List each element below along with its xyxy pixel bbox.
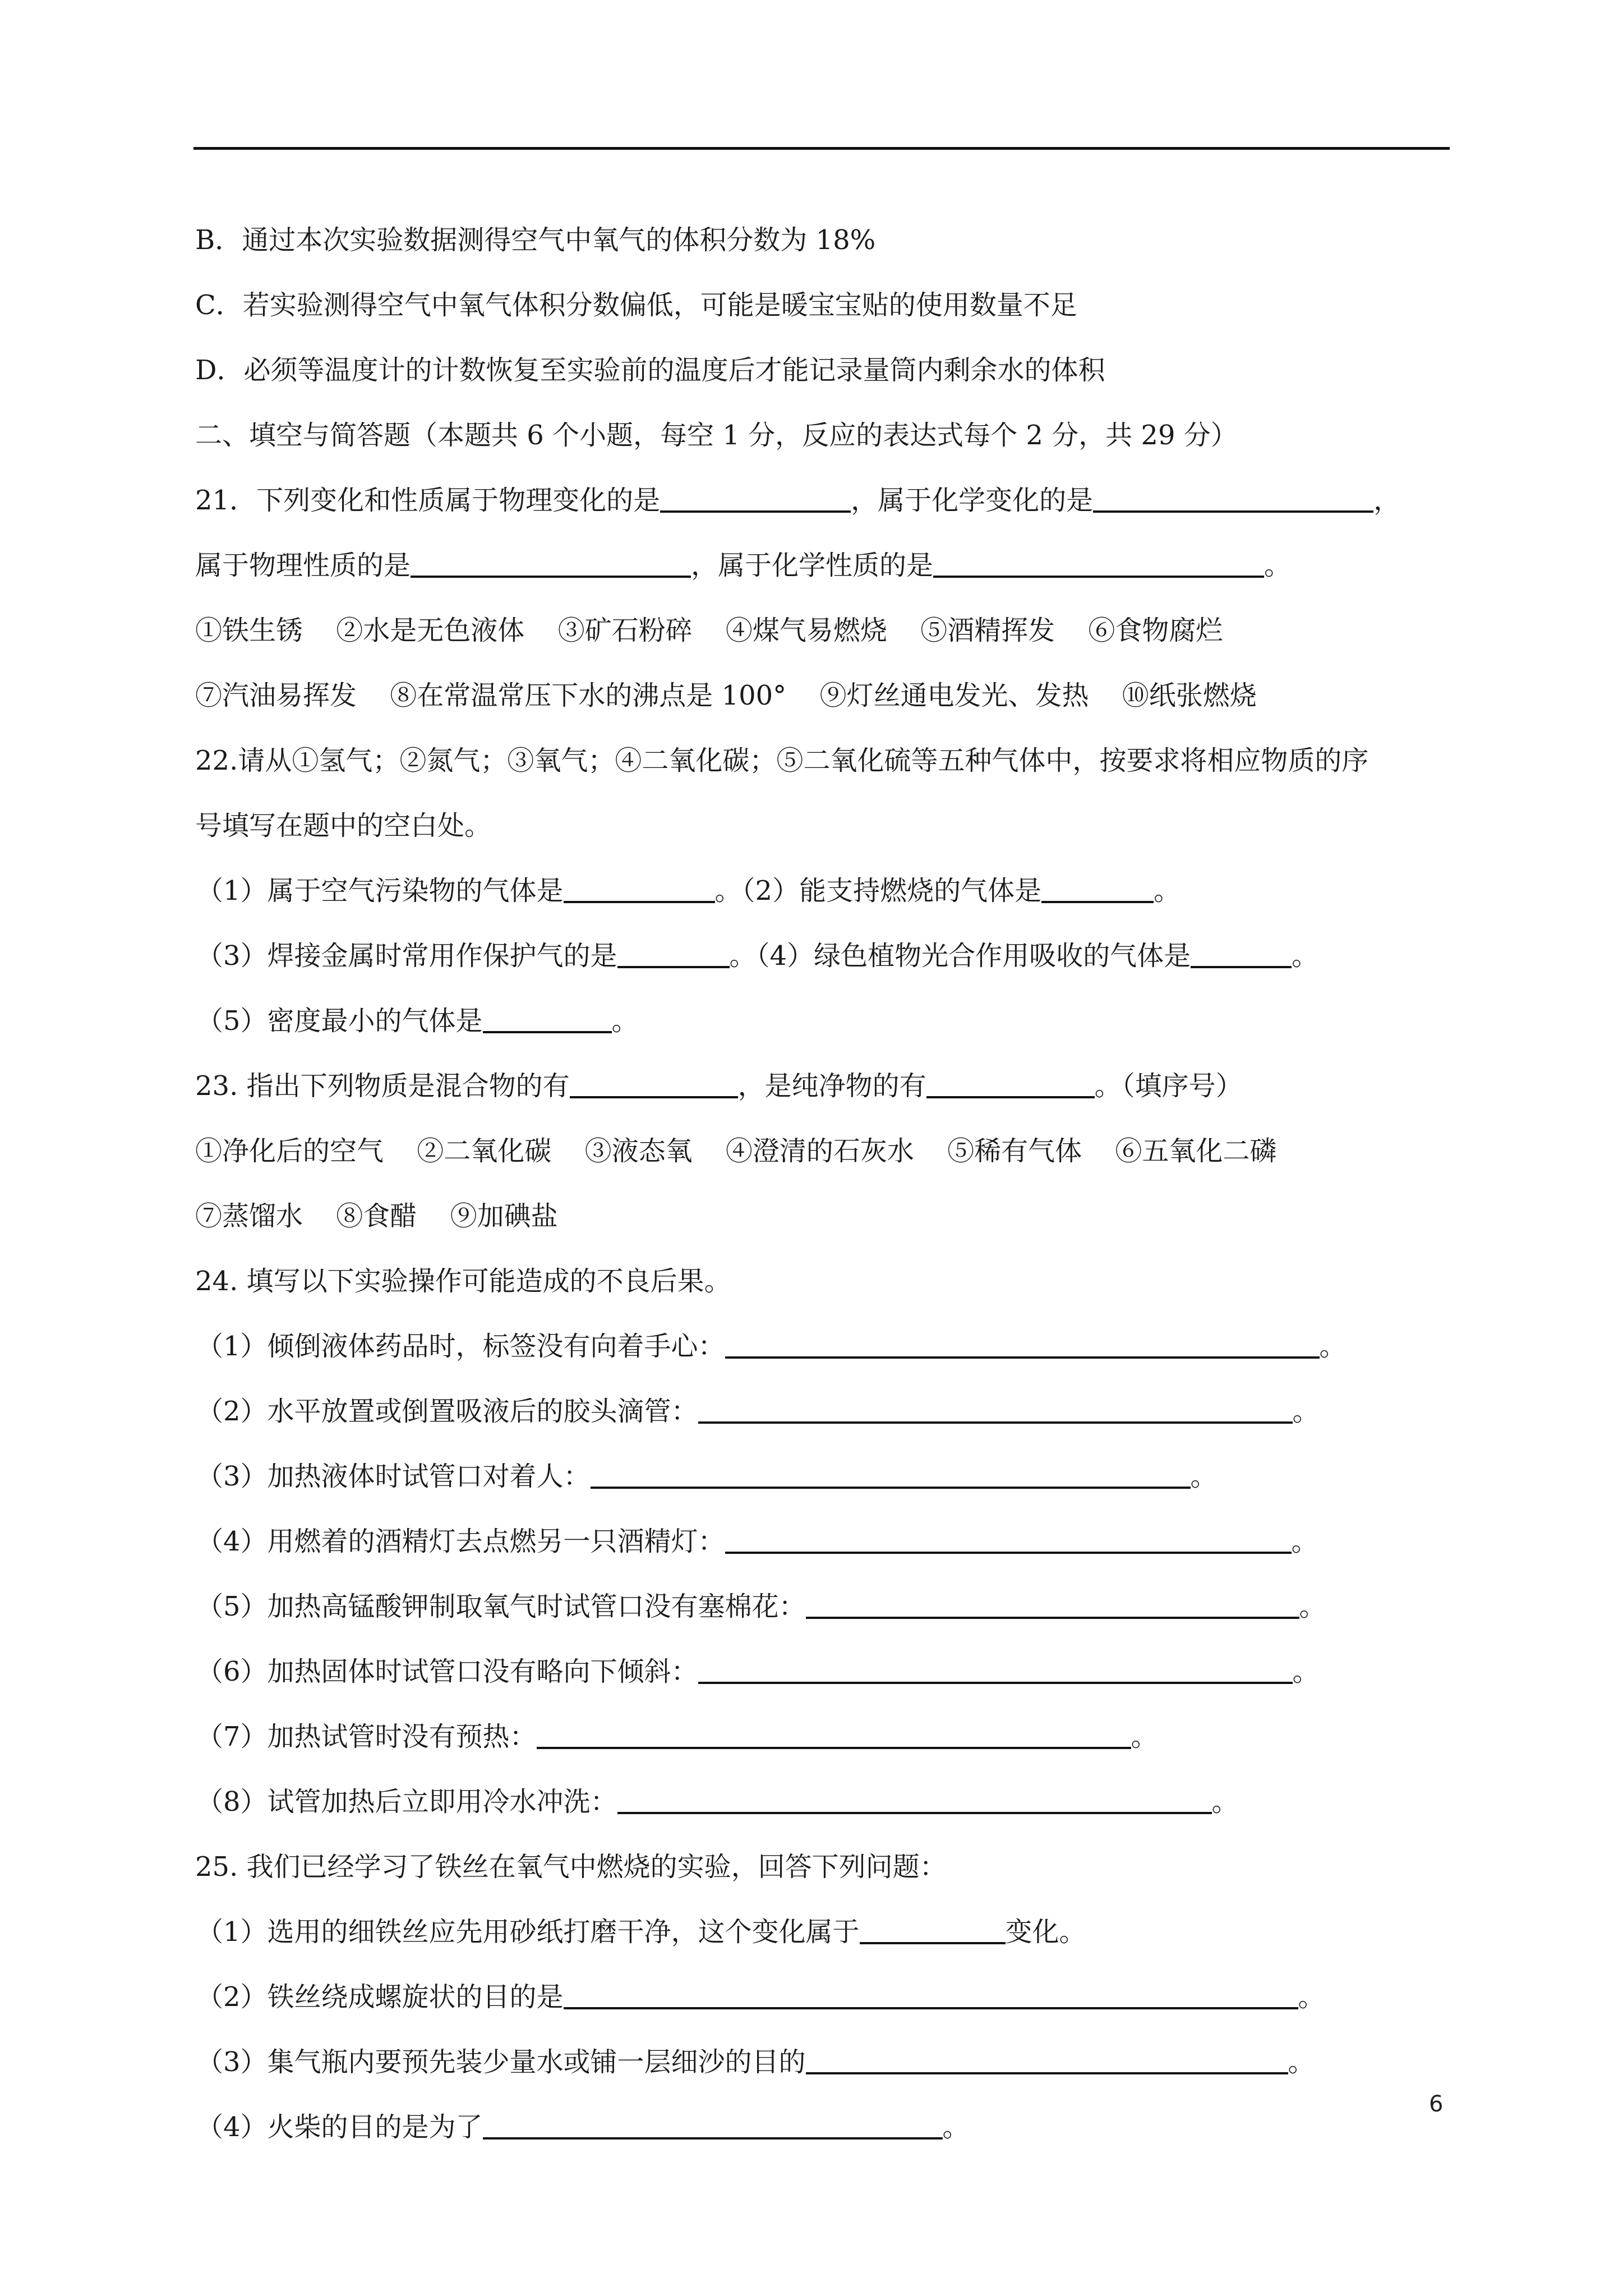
q23-option: ⑤稀有气体 <box>947 1135 1082 1167</box>
answer-blank[interactable] <box>564 2007 1298 2009</box>
q22-text: （5）密度最小的气体是 <box>196 1005 483 1037</box>
option-b-line: B．通过本次实验数据测得空气中氧气的体积分数为 18% <box>195 224 876 256</box>
answer-blank[interactable] <box>570 1096 738 1098</box>
answer-blank[interactable] <box>483 2137 943 2139</box>
q21-text-d: 属于物理性质的是 <box>195 550 411 581</box>
q23-option: ②二氧化碳 <box>417 1135 552 1167</box>
q22-part-5 <box>195 988 1457 1053</box>
answer-blank[interactable] <box>860 1941 1006 1944</box>
q24-item-1 <box>195 1314 1457 1379</box>
q22-line-1: 22.请从①氢气；②氮气；③氧气；④二氧化碳；⑤二氧化硫等五种气体中，按要求将相应物质的序 <box>195 745 1369 776</box>
q24-item-text: （2）水平放置或倒置吸液后的胶头滴管： <box>196 1396 698 1427</box>
answer-blank[interactable] <box>806 1616 1299 1619</box>
answer-blank[interactable] <box>725 1356 1320 1359</box>
option-c-line: C．若实验测得空气中氧气体积分数偏低，可能是暖宝宝贴的使用数量不足 <box>195 289 1077 321</box>
answer-blank[interactable] <box>660 510 851 513</box>
answer-blank[interactable] <box>483 1030 612 1033</box>
q23-text: ，是纯净物的有 <box>737 1070 926 1102</box>
q24-end: 。 <box>1131 1721 1158 1752</box>
q21-line-2 <box>195 533 1457 598</box>
q24-end: 。 <box>1319 1331 1347 1362</box>
q21-text-b: ，属于化学变化的是 <box>851 485 1094 516</box>
q24-item-text: （5）加热高锰酸钾制取氧气时试管口没有塞棉花： <box>196 1591 806 1622</box>
q21-option: ⑨灯丝通电发光、发热 <box>819 680 1089 711</box>
q24-item-3 <box>195 1444 1457 1509</box>
q24-end: 。 <box>1292 1396 1320 1427</box>
q24-item-text: （8）试管加热后立即用冷水冲洗： <box>196 1786 617 1818</box>
q24-end: 。 <box>1190 1461 1218 1492</box>
answer-blank[interactable] <box>1093 510 1373 513</box>
q25-end: 。 <box>942 2111 970 2143</box>
q21-text-c: ， <box>1373 485 1401 516</box>
q21-option: ③矿石粉碎 <box>557 615 693 646</box>
q23-option: ⑨加碘盐 <box>450 1200 558 1232</box>
q23-options-2 <box>195 1184 1457 1249</box>
q25-end: 。 <box>1288 2046 1315 2078</box>
q25-part-2 <box>195 1964 1457 2030</box>
answer-blank[interactable] <box>1041 900 1154 903</box>
q21-text-a: 21．下列变化和性质属于物理变化的是 <box>195 485 661 516</box>
q25-title: 25. 我们已经学习了铁丝在氧气中燃烧的实验，回答下列问题： <box>195 1851 947 1883</box>
q21-option: ②水是无色液体 <box>336 615 525 646</box>
q24-end: 。 <box>1299 1591 1326 1622</box>
q25-text: 变化。 <box>1005 1916 1086 1948</box>
q25-part-1 <box>195 1899 1457 1964</box>
section-heading: 二、填空与简答题（本题共 6 个小题，每空 1 分，反应的表达式每个 2 分，共 29 分） <box>195 420 1238 451</box>
q23-line-1 <box>195 1053 1457 1119</box>
answer-blank[interactable] <box>698 1681 1293 1684</box>
q24-item-text: （4）用燃着的酒精灯去点燃另一只酒精灯： <box>196 1526 725 1557</box>
q22-text: 。 <box>1292 940 1319 972</box>
q22-line-2: 号填写在题中的空白处。 <box>195 810 492 841</box>
q25-part-4 <box>195 2095 1457 2160</box>
q23-option: ①净化后的空气 <box>195 1135 384 1167</box>
answer-blank[interactable] <box>926 1096 1095 1098</box>
answer-blank[interactable] <box>806 2072 1288 2074</box>
option-d-line: D．必须等温度计的计数恢复至实验前的温度后才能记录量筒内剩余水的体积 <box>195 355 1105 386</box>
answer-blank[interactable] <box>411 575 691 578</box>
page-number: 6 <box>1429 2091 1444 2117</box>
q24-item-text: （7）加热试管时没有预热： <box>196 1721 537 1752</box>
q23-text: 。（填序号） <box>1094 1070 1243 1102</box>
q22-text: 。（4）绿色植物光合作用吸收的气体是 <box>729 940 1191 972</box>
page-content <box>195 208 1457 2160</box>
q24-end: 。 <box>1291 1526 1318 1557</box>
q22-text: （1）属于空气污染物的气体是 <box>196 875 564 907</box>
q22-text: 。 <box>611 1005 639 1037</box>
q21-options-2 <box>195 663 1457 728</box>
q24-item-6 <box>195 1639 1457 1704</box>
answer-blank[interactable] <box>564 900 715 903</box>
q22-part-1-2 <box>195 858 1457 923</box>
q25-text: （4）火柴的目的是为了 <box>196 2111 483 2143</box>
q24-item-4 <box>195 1509 1457 1574</box>
q22-text: 。（2）能支持燃烧的气体是 <box>714 875 1042 907</box>
q25-text: （1）选用的细铁丝应先用砂纸打磨干净，这个变化属于 <box>196 1916 860 1948</box>
answer-blank[interactable] <box>933 575 1264 578</box>
q25-text: （3）集气瓶内要预先装少量水或铺一层细沙的目的 <box>196 2046 806 2078</box>
q24-end: 。 <box>1211 1786 1239 1818</box>
q23-option: ⑦蒸馏水 <box>195 1200 303 1232</box>
q24-item-8 <box>195 1769 1457 1834</box>
q24-item-text: （1）倾倒液体药品时，标签没有向着手心： <box>196 1331 725 1362</box>
q23-option: ③液态氧 <box>584 1135 693 1167</box>
q22-part-3-4 <box>195 923 1457 988</box>
q21-options-1 <box>195 598 1457 663</box>
q21-option: ⑩纸张燃烧 <box>1122 680 1257 711</box>
q25-text: （2）铁丝绕成螺旋状的目的是 <box>196 1981 564 2013</box>
q22-text: （3）焊接金属时常用作保护气的是 <box>196 940 617 972</box>
q23-option: ⑧食醋 <box>336 1200 417 1232</box>
answer-blank[interactable] <box>725 1551 1292 1554</box>
q25-end: 。 <box>1298 1981 1325 2013</box>
q23-text: 23. 指出下列物质是混合物的有 <box>195 1070 570 1102</box>
q21-text-f: 。 <box>1264 550 1292 581</box>
q21-option: ⑥食物腐烂 <box>1088 615 1223 646</box>
q21-option: ⑧在常温常压下水的沸点是 100° <box>390 680 787 711</box>
q24-item-text: （6）加热固体时试管口没有略向下倾斜： <box>196 1656 698 1687</box>
answer-blank[interactable] <box>591 1486 1191 1489</box>
header-rule <box>193 147 1450 150</box>
q21-option: ①铁生锈 <box>195 615 303 646</box>
answer-blank[interactable] <box>617 965 730 968</box>
q21-line-1 <box>195 468 1457 533</box>
q24-item-7 <box>195 1704 1457 1769</box>
q21-option: ⑦汽油易挥发 <box>195 680 357 711</box>
answer-blank[interactable] <box>1191 965 1292 968</box>
answer-blank[interactable] <box>698 1421 1293 1424</box>
q23-option: ⑥五氧化二磷 <box>1115 1135 1277 1167</box>
q23-options-1 <box>195 1119 1457 1184</box>
q24-item-5 <box>195 1574 1457 1639</box>
q21-option: ④煤气易燃烧 <box>725 615 887 646</box>
q24-end: 。 <box>1292 1656 1320 1687</box>
answer-blank[interactable] <box>617 1811 1212 1814</box>
q25-part-3 <box>195 2030 1457 2095</box>
q24-title: 24. 填写以下实验操作可能造成的不良后果。 <box>195 1266 731 1297</box>
q22-text: 。 <box>1154 875 1181 907</box>
answer-blank[interactable] <box>537 1746 1131 1749</box>
q23-option: ④澄清的石灰水 <box>725 1135 914 1167</box>
q24-item-text: （3）加热液体时试管口对着人： <box>196 1461 591 1492</box>
q21-option: ⑤酒精挥发 <box>920 615 1055 646</box>
q24-item-2 <box>195 1379 1457 1444</box>
q21-text-e: ，属于化学性质的是 <box>691 550 934 581</box>
